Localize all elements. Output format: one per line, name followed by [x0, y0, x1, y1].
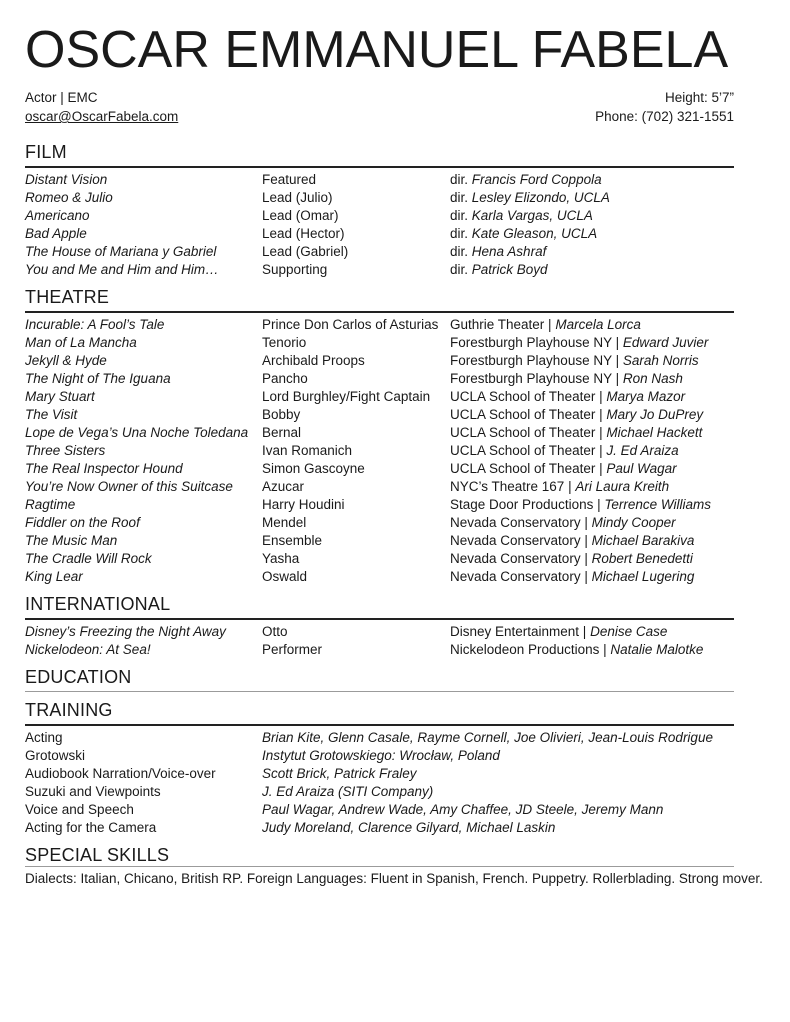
role: Lead (Julio) [262, 190, 333, 205]
production-title: Man of La Mancha [25, 335, 137, 350]
role: Ivan Romanich [262, 443, 353, 458]
training-label: Voice and Speech [25, 802, 134, 817]
credit [450, 171, 734, 189]
training-teachers: Instytut Grotowskiego: Wrocław, Poland [262, 748, 500, 763]
theatre-row [25, 370, 734, 388]
training-teachers: Scott Brick, Patrick Fraley [262, 766, 417, 781]
credit [450, 316, 734, 334]
theater-name: Forestburgh Playhouse NY | [450, 353, 620, 368]
credit [450, 568, 734, 586]
theater-name: UCLA School of Theater | [450, 443, 603, 458]
role: Oswald [262, 569, 308, 584]
director-name: Terrence Williams [604, 497, 712, 512]
training-table [25, 729, 734, 837]
production-title: Nickelodeon: At Sea! [25, 642, 151, 657]
production-title: You and Me and Him and Him… [25, 262, 219, 277]
director-name: Paul Wagar [606, 461, 677, 476]
production-title: King Lear [25, 569, 83, 584]
credit-prefix: dir. [450, 226, 469, 241]
credit [450, 225, 734, 243]
theater-name: Nevada Conservatory | [450, 551, 588, 566]
film-row [25, 207, 734, 225]
company-name: Nickelodeon Productions | [450, 642, 607, 657]
theatre-row [25, 424, 734, 442]
height-text: Height: 5’7” [664, 90, 734, 105]
theater-name: Forestburgh Playhouse NY | [450, 371, 620, 386]
production-title: Distant Vision [25, 172, 108, 187]
section-rule-film [25, 166, 734, 168]
director-name: Karla Vargas, UCLA [471, 208, 593, 223]
role: Prince Don Carlos of Asturias [262, 317, 439, 332]
theatre-row [25, 352, 734, 370]
theatre-row [25, 406, 734, 424]
director-name: Robert Benedetti [591, 551, 693, 566]
page-title: OSCAR EMMANUEL FABELA [25, 21, 729, 79]
director-name: Marya Mazor [606, 389, 686, 404]
training-teachers: J. Ed Araiza (SITI Company) [262, 784, 434, 799]
film-row [25, 189, 734, 207]
production-title: The Real Inspector Hound [25, 461, 183, 476]
role: Bernal [262, 425, 302, 440]
director-name: Hena Ashraf [471, 244, 547, 259]
production-title: Disney’s Freezing the Night Away [25, 624, 226, 639]
credit [450, 388, 734, 406]
training-label: Grotowski [25, 748, 86, 763]
theatre-row [25, 568, 734, 586]
section-rule-international [25, 618, 734, 620]
theater-name: Nevada Conservatory | [450, 515, 588, 530]
theatre-row [25, 388, 734, 406]
phone-text: Phone: (702) 321-1551 [595, 109, 734, 124]
film-table [25, 171, 734, 279]
production-title: Fiddler on the Roof [25, 515, 140, 530]
section-rule-training [25, 724, 734, 726]
theatre-row [25, 532, 734, 550]
film-row [25, 261, 734, 279]
role: Featured [262, 172, 317, 187]
role: Bobby [262, 407, 301, 422]
production-title: The Music Man [25, 533, 118, 548]
director-name: Mindy Cooper [591, 515, 676, 530]
contact-left [25, 88, 178, 126]
theatre-table [25, 316, 734, 586]
credit-prefix: dir. [450, 208, 469, 223]
film-row [25, 225, 734, 243]
role: Mendel [262, 515, 307, 530]
training-teachers: Judy Moreland, Clarence Gilyard, Michael Laskin [262, 820, 556, 835]
theatre-row [25, 316, 734, 334]
production-title: Romeo & Julio [25, 190, 113, 205]
credit [450, 460, 734, 478]
credit [450, 424, 734, 442]
credit [450, 261, 734, 279]
theater-name: Guthrie Theater | [450, 317, 552, 332]
theatre-row [25, 478, 734, 496]
international-row [25, 623, 734, 641]
credit [450, 207, 734, 225]
role: Otto [262, 624, 288, 639]
director-name: Natalie Malotke [610, 642, 704, 657]
credit [450, 243, 734, 261]
training-row [25, 801, 734, 819]
role: Supporting [262, 262, 328, 277]
international-table [25, 623, 734, 659]
production-title: Incurable: A Fool’s Tale [25, 317, 165, 332]
director-name: Michael Hackett [606, 425, 703, 440]
director-name: Mary Jo DuPrey [606, 407, 704, 422]
credit [450, 370, 734, 388]
production-title: Jekyll & Hyde [25, 353, 107, 368]
profession-text: Actor | EMC [25, 90, 98, 105]
production-title: Ragtime [25, 497, 76, 512]
contact-right [595, 88, 734, 126]
section-rule-education [25, 691, 734, 692]
production-title: Americano [25, 208, 90, 223]
role: Harry Houdini [262, 497, 345, 512]
credit-prefix: dir. [450, 262, 469, 277]
credit [450, 496, 734, 514]
production-title: The House of Mariana y Gabriel [25, 244, 217, 259]
training-row [25, 819, 734, 837]
role: Yasha [262, 551, 300, 566]
credit [450, 189, 734, 207]
credit [450, 623, 734, 641]
section-heading-theatre: THEATRE [25, 287, 110, 307]
role: Performer [262, 642, 323, 657]
director-name: Edward Juvier [622, 335, 709, 350]
role: Tenorio [262, 335, 307, 350]
training-row [25, 783, 734, 801]
theatre-row [25, 442, 734, 460]
theater-name: UCLA School of Theater | [450, 407, 603, 422]
credit-prefix: dir. [450, 172, 469, 187]
production-title: Three Sisters [25, 443, 106, 458]
role: Azucar [262, 479, 305, 494]
theatre-row [25, 496, 734, 514]
section-heading-special-skills: SPECIAL SKILLS [25, 844, 734, 867]
training-row [25, 765, 734, 783]
theater-name: UCLA School of Theater | [450, 389, 603, 404]
training-label: Acting [25, 730, 63, 745]
director-name: Michael Lugering [591, 569, 695, 584]
theatre-row [25, 550, 734, 568]
theater-name: UCLA School of Theater | [450, 461, 603, 476]
production-title: The Night of The Iguana [25, 371, 171, 386]
credit [450, 406, 734, 424]
section-theatre [25, 286, 734, 586]
film-row [25, 171, 734, 189]
special-skills-text: Dialects: Italian, Chicano, British RP. Foreign Languages: Fluent in Spanish, French. Puppetry. Rollerblading. Strong mover. [25, 871, 763, 886]
director-name: Denise Case [590, 624, 668, 639]
director-name: Lesley Elizondo, UCLA [471, 190, 610, 205]
director-name: Sarah Norris [622, 353, 699, 368]
theatre-row [25, 460, 734, 478]
role: Simon Gascoyne [262, 461, 365, 476]
credit-prefix: dir. [450, 190, 469, 205]
role: Lord Burghley/Fight Captain [262, 389, 431, 404]
role: Lead (Omar) [262, 208, 339, 223]
international-row [25, 641, 734, 659]
director-name: Marcela Lorca [555, 317, 641, 332]
section-heading-international: INTERNATIONAL [25, 594, 171, 614]
section-heading-training: TRAINING [25, 700, 113, 720]
theater-name: Nevada Conservatory | [450, 533, 588, 548]
theatre-row [25, 334, 734, 352]
email-link[interactable]: oscar@OscarFabela.com [25, 109, 179, 124]
company-name: Disney Entertainment | [450, 624, 587, 639]
production-title: You’re Now Owner of this Suitcase [25, 479, 233, 494]
film-row [25, 243, 734, 261]
section-film [25, 141, 734, 279]
theater-name: Stage Door Productions | [450, 497, 601, 512]
theater-name: Nevada Conservatory | [450, 569, 588, 584]
director-name: J. Ed Araiza [606, 443, 679, 458]
director-name: Ron Nash [622, 371, 683, 386]
section-heading-film: FILM [25, 142, 67, 162]
section-rule-theatre [25, 311, 734, 313]
director-name: Ari Laura Kreith [575, 479, 670, 494]
production-title: The Visit [25, 407, 78, 422]
production-title: Lope de Vega’s Una Noche Toledana [25, 425, 249, 440]
production-title: Bad Apple [25, 226, 87, 241]
training-label: Audiobook Narration/Voice-over [25, 766, 216, 781]
credit [450, 442, 734, 460]
section-international [25, 593, 734, 659]
section-heading-education: EDUCATION [25, 667, 132, 687]
credit [450, 478, 734, 496]
theater-name: Forestburgh Playhouse NY | [450, 335, 620, 350]
director-name: Kate Gleason, UCLA [471, 226, 598, 241]
training-teachers: Brian Kite, Glenn Casale, Rayme Cornell, Joe Olivieri, Jean-Louis Rodrigue [262, 730, 713, 745]
training-teachers: Paul Wagar, Andrew Wade, Amy Chaffee, JD Steele, Jeremy Mann [262, 802, 664, 817]
director-name: Francis Ford Coppola [471, 172, 602, 187]
credit [450, 514, 734, 532]
credit [450, 532, 734, 550]
credit [450, 352, 734, 370]
training-label: Acting for the Camera [25, 820, 157, 835]
credit [450, 550, 734, 568]
theatre-row [25, 514, 734, 532]
role: Ensemble [262, 533, 323, 548]
production-title: The Cradle Will Rock [25, 551, 152, 566]
theater-name: NYC’s Theatre 167 | [450, 479, 572, 494]
role: Lead (Hector) [262, 226, 345, 241]
training-row [25, 729, 734, 747]
production-title: Mary Stuart [25, 389, 95, 404]
credit-prefix: dir. [450, 244, 469, 259]
credit [450, 334, 734, 352]
section-training [25, 699, 734, 837]
training-label: Suzuki and Viewpoints [25, 784, 161, 799]
section-education [25, 666, 734, 692]
training-row [25, 747, 734, 765]
role: Lead (Gabriel) [262, 244, 349, 259]
contact-block [25, 88, 734, 126]
director-name: Michael Barakiva [591, 533, 695, 548]
credit [450, 641, 734, 659]
section-special-skills [25, 844, 763, 888]
theater-name: UCLA School of Theater | [450, 425, 603, 440]
director-name: Patrick Boyd [471, 262, 548, 277]
role: Pancho [262, 371, 308, 386]
role: Archibald Proops [262, 353, 365, 368]
